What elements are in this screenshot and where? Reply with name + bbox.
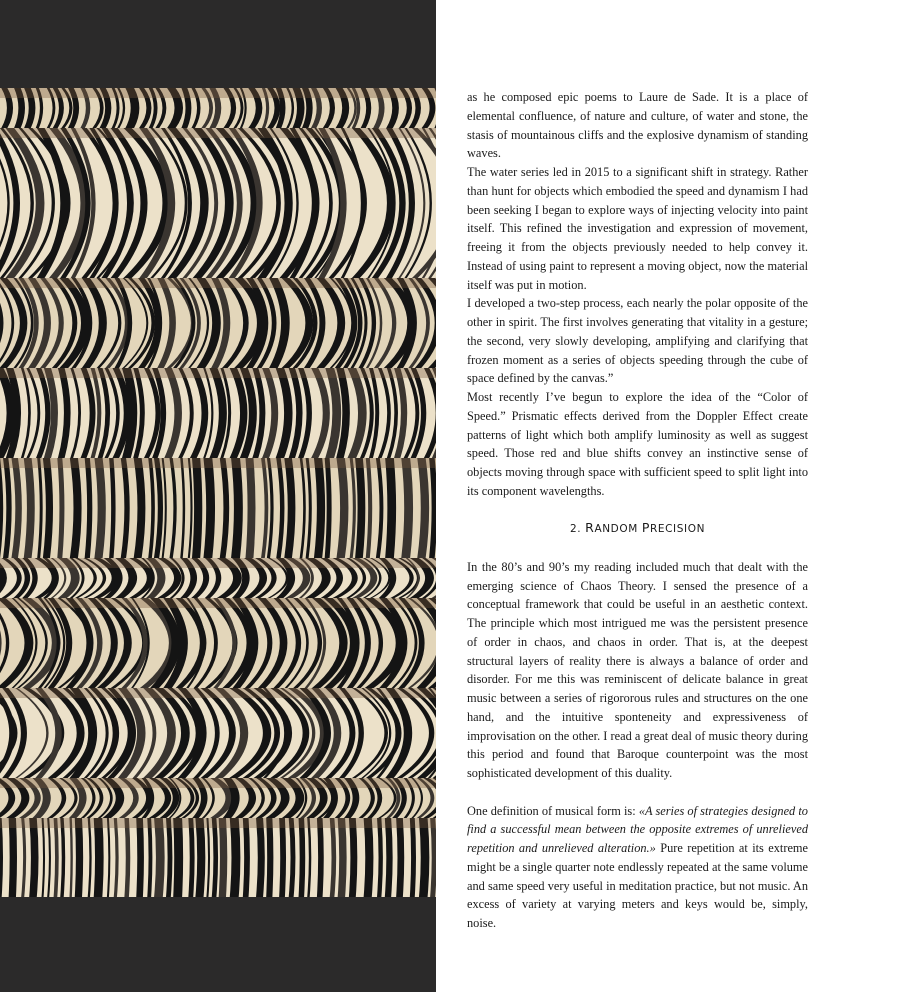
paragraph-chaos-theory: In the 80’s and 90’s my reading included much that dealt with the emerging science of Chaos Theory. I sensed the presence of a conceptual framework that could be useful in an aesthetic context. The principle which most intrigued me was the persistent presence of order in chaos, and chaos in order. That is, at the deepest structural layers of reality there is always a balance of order and disorder. For me this was reminiscent of delicate balance in great music between a series of rigororous rules and structures on the one hand, and the intuitive sponteneity and expressiveness of improvisation on the other. I read a great deal of music theory during this period and found that Baroque counterpoint was the most sophisticated development of this duality.	[467, 559, 808, 780]
paragraph-color-of-speed: Most recently I’ve begun to explore the idea of the “Color of Speed.” Prismatic effects derived from the Doppler Effect create patterns of light which both amplify luminosity as well as suggest speed. Those red and blue shifts convey an instinctive sense of objects moving through space with sufficient speed to split light into its component wavelengths.	[467, 390, 808, 498]
heading-recision: RECISION	[649, 523, 706, 536]
section-heading-random-precision	[467, 519, 808, 539]
heading-andom: ANDOM	[594, 523, 638, 536]
heading-p: P	[641, 520, 650, 536]
striped-wave-painting-icon	[0, 88, 436, 897]
striped-wave-painting	[0, 88, 436, 897]
paragraph-water-series: The water series led in 2015 to a significant shift in strategy. Rather than hunt for objects which embodied the speed and dynamism I had been seeking I began to explore ways of injecting velocity into paint itself. This refined the investigation and expression of movement, freeing it from the objects previously needed to help convey it. Instead of using paint to represent a moving object, now the material itself was put in motion.	[467, 165, 808, 292]
dark-side-panel	[0, 0, 436, 992]
musical-form-quote: «A series of strategies designed to find a successful mean between the opposite extremes of unrelieved repetition and unrelieved alteration.»	[467, 803, 808, 855]
musical-form-rest: Pure repetition at its extreme might be a single quarter note endlessly repeated at the same volume and same speed very useful in meditation practice, but not music. An excess of variety at varying meters and keys would be, simply, noise.	[467, 841, 809, 930]
paragraph-musical-form	[467, 802, 808, 933]
musical-form-lead: One definition of musical form is:	[467, 803, 639, 818]
paragraph-petrarch: as he composed epic poems to Laure de Sade. It is a place of elemental confluence, of nature and culture, of water and stone, the stasis of mountainous cliffs and the explosive dynamism of standing waves.	[467, 90, 808, 161]
heading-r: R	[585, 520, 595, 536]
paragraph-two-step-process: I developed a two-step process, each nearly the polar opposite of the other in spirit. The first involves generating that vitality in a gesture; the second, very slowly developing, amplifying and clarifying that frozen moment as a series of objects speeding through the cube of space defined by the canvas.”	[467, 296, 808, 386]
article-text-column	[467, 88, 808, 933]
heading-number: 2.	[569, 523, 582, 536]
